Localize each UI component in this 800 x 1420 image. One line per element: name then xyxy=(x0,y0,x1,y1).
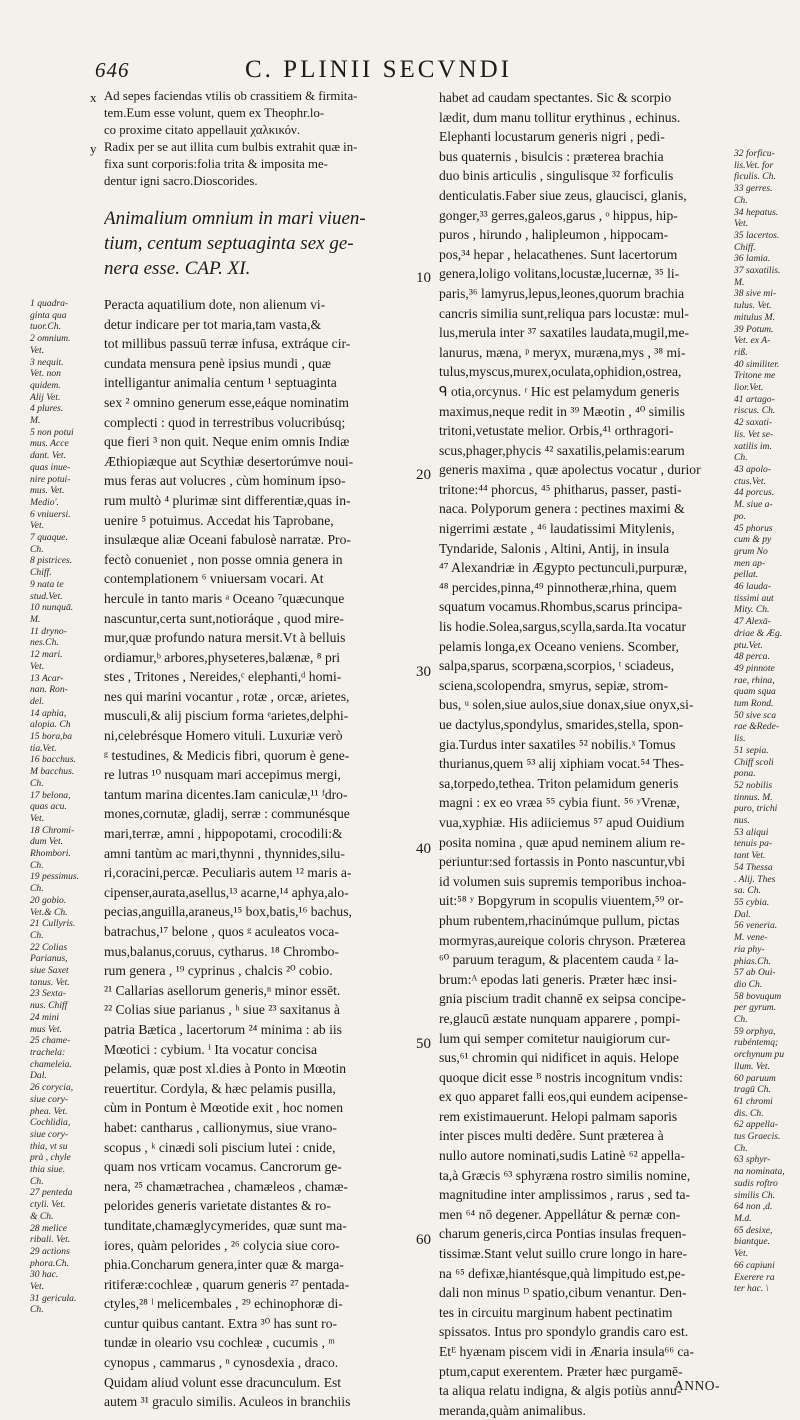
text-line: tritoni,vetustate melior. Orbis,⁴¹ orthragori- xyxy=(439,423,674,439)
left-column xyxy=(90,88,426,1412)
text-line: gonger,³³ gerres,galeos,garus , ᵒ hippus, hip- xyxy=(439,207,678,223)
chapter-heading-line: tium, centum septuaginta sex ge- xyxy=(104,233,354,254)
footnote-key: x xyxy=(90,90,97,105)
text-line: musculi,& alij piscium forma ᵉarietes,delphi- xyxy=(104,708,349,724)
footnote-line: dentur igni sacro.Dioscorides. xyxy=(104,174,258,188)
text-line: ²² Colias siue parianus , ʰ siue ²³ saxitanus à xyxy=(104,1002,340,1018)
text-line: Elephanti locustarum generis nigri , pedi- xyxy=(439,129,665,145)
text-line: ritiferæ:cochleæ , quarum generis ²⁷ pentada- xyxy=(104,1276,350,1292)
text-line: mari,terræ, amni , hippopotami, crocodili:& xyxy=(104,826,343,842)
text-line: ex quo apparet falli eos,qui eundem acipense- xyxy=(439,1089,688,1105)
text-line: Peracta aquatilium dote, non alienum vi- xyxy=(104,297,326,312)
text-line: phia.Concharum genera,inter quæ & marga- xyxy=(104,1257,344,1273)
text-line: rum genera , ¹⁹ cyprinus , chalcis ²⁰ cobio. xyxy=(104,963,333,979)
right-column xyxy=(439,88,731,1420)
text-line: nes qui marini vocantur , rotæ , orcæ, arietes, xyxy=(104,688,350,704)
text-line: tulus,myscus,murex,oculata,ophidion,ostrea, xyxy=(439,364,682,380)
footnote-line: Radix per se aut illita cum bulbis extrahit quæ in- xyxy=(104,140,358,154)
text-line: magni : ex eo vræa ⁵⁵ cybia fiunt. ⁵⁶ ʸVrenæ, xyxy=(439,795,680,811)
text-line: thurianus,quem ⁵³ alij xiphiam vocat.⁵⁴ Thes- xyxy=(439,756,684,772)
text-line: salpa,sparus, scorpæna,scorpios, ᵗ sciadeus, xyxy=(439,658,675,674)
line-number: 20 xyxy=(416,467,431,483)
text-line: amni tantùm ac mari,thynni , thynnides,silu- xyxy=(104,845,345,861)
left-body-text xyxy=(104,295,426,1412)
text-line: pelorides generis varietate distantes & ro- xyxy=(104,1198,331,1214)
text-line: ta,à Græcis ⁶³ sphyræna rostro similis nomine, xyxy=(439,1167,691,1183)
text-line: lanurus, mæna, ᵖ meryx, muræna,mys , ³⁸ mi- xyxy=(439,344,686,360)
text-line: squatum vocamus.Rhombus,scarus principa- xyxy=(439,599,683,615)
text-line: dali non minus ᴰ spatio,cibum venantur. Den- xyxy=(439,1285,687,1301)
text-line: pos,³⁴ hepar , helacathenes. Sunt lacertorum xyxy=(439,246,678,262)
text-line: ctyles,²⁸ ˡ melicembales , ²⁹ echinophoræ di- xyxy=(104,1296,343,1312)
right-body-text xyxy=(439,88,731,1420)
text-line: ᵍ testudines, & Medicis fibri, quorum è gene- xyxy=(104,747,350,763)
footnote-x xyxy=(90,88,426,139)
text-line: hercule in tanto maris ᵃ Oceano ⁷quæcunque xyxy=(104,590,345,606)
text-line: duo binis articulis , singulisque ³² forficulis xyxy=(439,168,674,184)
text-line: denticulatis.Faber siue zeus, glaucisci, glanis, xyxy=(439,187,687,203)
text-line: tundæ in oleario vsu cochleæ , cucumis , ᵐ xyxy=(104,1335,335,1351)
footnote-y xyxy=(90,139,426,190)
text-line: vua,xyphiæ. His adiiciemus ⁵⁷ apud Ouidium xyxy=(439,814,685,830)
right-margin-notes: 32 forficu- lis.Vet. for ficulis. Ch. 33 gerres. Ch. 34 hepatus. Vet. 35 lacertos. Chiff. 36 lamia. 37 saxatilis. M. 38 sive mi- tulus. Vet. mitulus M. 39 Potum. Vet. ex A- riß. 40 similiter. Tritone me lior.Vet. 41 artago- riscus. Ch. 42 saxati- lis. Vet se- xatilis im. Ch. 43 apolo- ctus.Vet. 44 porcus. M. siue a- po. 45 phorus cum & py grum No men ap- pellat. 46 lauda- tissimi aut Mity. Ch. 47 Alexā- driae & Æg. ptu.Vet. 48 perca. 49 pinnote rae, rhina, quam squa tum Rond. 50 sive sca rae &Rede- lis. 51 sepia. Chiff scoli pona. 52 nobilis tinnus. M. puro, trichi nus. 53 aliqui tenuis pa- tant Vet. 54 Thessa . Alij. Thes sa. Ch. 55 cybia. Dal. 56 veneria. M. vene- ria phy- phias.Ch. 57 ab Oui- dio Ch. 58 bovuqum per gyrum. Ch. 59 orphya, rubéntemq; orchynum pu llum. Vet. 60 paruum tragū Ch. 61 chromi dis. Ch. 62 appella- tus Graecis. Ch. 63 sphyr- na nominata, sudis roftro similis Ch. 64 non ,d. M.d. 65 desixe, biantque. Vet. 66 capiuni Exerere ra ter hac. \ xyxy=(734,148,785,1295)
line-number: 50 xyxy=(416,1036,431,1052)
text-line: paris,³⁶ lamyrus,lepus,leones,quorum brachia xyxy=(439,285,685,301)
text-line: bus quaternis , bisulcis : præterea brachia xyxy=(439,148,664,164)
text-line: tot millibus passuū terræ infusa, extráque cir- xyxy=(104,336,351,352)
text-line: detur indicare per tot maria,tam vasta,& xyxy=(104,316,322,332)
text-line: sex ² omnino generum esse,eáque nominatim xyxy=(104,394,349,410)
text-line: charum generis,circa Pontias insulas frequen- xyxy=(439,1226,687,1242)
text-line: sus,⁶¹ chromin qui nidificet in aquis. Helope xyxy=(439,1050,679,1066)
text-line: stes , Tritones , Nereides,ᶜ elephanti,ᵈ homi- xyxy=(104,669,342,685)
page-number: 646 xyxy=(95,58,130,82)
text-line: re lutras ¹⁰ nusquam mari accepimus mergi, xyxy=(104,767,341,783)
text-line: pecias,anguilla,araneus,¹⁵ box,batis,¹⁶ bachus, xyxy=(104,904,352,920)
text-line: ue dactylus,spondylus, smarides,stella, spon- xyxy=(439,717,684,732)
text-line: tritone:⁴⁴ phorcus, ⁴⁵ phitharus, passer, pasti- xyxy=(439,481,682,497)
text-line: ta aliqua relatu indigna, & algis potiùs annu- xyxy=(439,1383,682,1399)
text-line: spissatos. Intus pro spondylo grandis caro est. xyxy=(439,1324,689,1340)
line-number: 30 xyxy=(416,664,431,680)
text-line: cancris similia sunt,reliqua pars locustæ: mul- xyxy=(439,305,689,321)
catchword: ANNO- xyxy=(674,1378,720,1393)
text-line: mus,balanus,coruus, cytharus. ¹⁸ Chrombo- xyxy=(104,943,339,959)
text-line: uenire ⁵ potuimus. Accedat his Taprobane, xyxy=(104,512,334,528)
text-line: nera, ²⁵ chamætrachea , chamæleos , chamæ- xyxy=(104,1178,348,1194)
footnote-key: y xyxy=(90,141,97,156)
text-line: rem existimauerunt. Helopi palmam saporis xyxy=(439,1108,678,1124)
text-line: quoque dicit esse ᴮ nostris incognitum vndis: xyxy=(439,1069,683,1085)
page-header xyxy=(95,58,735,88)
text-line: gia.Turdus inter saxatiles ⁵² nobilis.ˣ Tomus xyxy=(439,736,676,752)
text-line: autem ³¹ graculo similis. Aculeos in branchiis xyxy=(104,1394,351,1410)
text-line: id volumen suis supremis temporibus inchoa- xyxy=(439,873,687,889)
text-line: patria Bætica , lacertorum ²⁴ minima : ab iis xyxy=(104,1021,342,1037)
text-line: reuertitur. Cordyla, & hæc pelamis pusilla, xyxy=(104,1080,336,1096)
footnote-line: Ad sepes faciendas vtilis ob crassitiem & firmita- xyxy=(104,89,358,103)
text-line: habet ad caudam spectantes. Sic & scorpio xyxy=(439,90,672,105)
text-line: genera,loligo volitans,locustæ,lucernæ, ³⁵ li- xyxy=(439,266,680,282)
text-line: naca. Polyporum genera : pectines maximi & xyxy=(439,501,685,517)
text-line: lædit, dum manu tollitur erythinus , echinus. xyxy=(439,109,681,125)
text-line: nullo autore nominati,sudis Latinè ⁶² appella- xyxy=(439,1148,685,1164)
text-line: puros , hirundo , halipleumon , hippocam- xyxy=(439,227,669,243)
footnote-line: fixa sunt corporis:folia trita & imposita me- xyxy=(104,157,328,171)
line-number: 60 xyxy=(416,1232,431,1248)
text-line: mones,cornutæ, gladij, serræ : communésque xyxy=(104,806,350,822)
text-line: ri,coracini,percæ. Peculiaris autem ¹² maris a- xyxy=(104,865,352,881)
text-line: bus, ᵘ solen,siue aulos,siue donax,siue onyx,si- xyxy=(439,697,694,713)
text-line: nascuntur,certa sunt,notioráque , quod mire- xyxy=(104,610,344,626)
text-line: mormyras,aureique coloris chryson. Præterea xyxy=(439,932,686,948)
text-line: scus,phager,phycis ⁴² saxatilis,pelamis:earum xyxy=(439,442,685,458)
text-line: Etᴱ hyænam piscem vidi in Ænaria insula⁶⁶ ca- xyxy=(439,1344,694,1359)
text-line: rum multò ⁴ plurimæ sint differentiæ,quas in- xyxy=(104,492,351,508)
footnote-line: tem.Eum esse volunt, quem ex Theophr.lo- xyxy=(104,106,325,120)
text-line: tunditate,chamæglycymerides, quæ sunt ma- xyxy=(104,1217,347,1233)
text-line: na ⁶⁵ defixæ,hiantésque,quà limpitudo est,pe- xyxy=(439,1265,686,1281)
text-line: cùm in Pontum è Mœotide exit , hoc nomen xyxy=(104,1100,343,1116)
text-line: que fieri ³ non quit. Neque enim omnis Indiæ xyxy=(104,434,350,450)
text-line: intelligantur animalia centum ¹ septuaginta xyxy=(104,375,337,391)
text-line: periuntur:sed fortassis in Ponto nascuntur,vbi xyxy=(439,854,686,870)
text-line: lis hodie.Solea,sargus,scylla,sarda.Ita vocatur xyxy=(439,619,687,635)
text-line: generis maxima , quæ apolectus vocatur , durior xyxy=(439,462,701,478)
chapter-heading-line: Animalium omnium in mari viuen- xyxy=(104,208,366,229)
text-line: batrachus,¹⁷ belone , quos ᵍ aculeatos voca- xyxy=(104,924,339,939)
text-line: insulæque aliæ Oceani fabulosè narratæ. Pro- xyxy=(104,532,351,548)
text-line: cipenser,aurata,asellus,¹³ acarne,¹⁴ aphya,alo- xyxy=(104,884,349,900)
line-number: 40 xyxy=(416,841,431,857)
text-line: cuntur quibus cantant. Extra ³⁰ has sunt ro- xyxy=(104,1315,338,1331)
text-line: gnia piscium tradit channē ex seipsa concipe- xyxy=(439,991,686,1007)
running-head: C. PLINII SECVNDI xyxy=(245,56,512,83)
text-line: ²¹ Callarias asellorum generis,ⁿ minor essēt. xyxy=(104,982,341,998)
text-line: Mœotici : cybium. ⁱ Ita vocatur concisa xyxy=(104,1041,317,1057)
chapter-heading-line: nera esse. CAP. XI. xyxy=(104,258,251,279)
text-line: sa,torpedo,tethea. Triton pelamidum generis xyxy=(439,775,679,791)
left-margin-notes: 1 quadra- ginta qua tuor.Ch. 2 omnium. Vet. 3 nequit. Vet. non quidem. Alij Vet. 4 plures. M. 5 non potui mus. Acce dant. Vet. quas inue- nire potui- mus. Vet. Medio'. 6 vniuersi. Vet. 7 quaque. Ch. 8 pistrices. Chiff. 9 nata te stud.Vet. 10 nunquā. M. 11 dryno- nes.Ch. 12 mari. Vet. 13 Acar- nan. Ron- del. 14 aphia, alopia. Ch 15 bora,ba tia.Vet. 16 bacchus. M bacchus. Ch. 17 belona, quas acu. Vet. 18 Chromi- dum Vet. Rhombori. Ch. 19 pessimus. Ch. 20 gobio. Vet.& Ch. 21 Cullyris. Ch. 22 Colias Parianus, siue Saxet tanus. Vet. 23 Sexta- nus. Chiff 24 mini mus Vet. 25 chame- trachela: chameleia. Dal. 26 corycia, siue cory- phea. Vet. Cochlidia, siue cory- thia, vt su prà , chyle thia siue. Ch. 27 penteda ctyli. Vet. & Ch. 28 melice ribali. Vet. 29 actions phora.Ch. 30 hac. Vet. 31 gericula. Ch. xyxy=(30,298,80,1316)
text-line: re,glaucū æstate nunquam apparere , pompi- xyxy=(439,1010,681,1026)
text-line: Tyndaride, Salonis , Altini, Antij, in insula xyxy=(439,540,670,556)
text-line: cundata mensura penè ipsius mundi , quæ xyxy=(104,355,331,371)
chapter-heading xyxy=(104,206,426,281)
text-line: phum rubentem,rhacinúmque pullum, pictas xyxy=(439,912,680,928)
text-line: tantum marina dicentes.Iam caniculæ,¹¹ ᶠdro- xyxy=(104,786,348,802)
text-line: nigerrimi æstate , ⁴⁶ laudatissimi Mitylenis, xyxy=(439,521,675,537)
text-line: pelamis, quæ post xl.dies à Ponto in Mœotin xyxy=(104,1061,347,1077)
text-line: maximus,neque redit in ³⁹ Mæotin , ⁴⁰ similis xyxy=(439,403,685,419)
text-line: ordiamur,ᵇ arbores,physeteres,balænæ, ⁸ pri xyxy=(104,649,341,665)
text-line: inter pisces multi dedêre. Sunt præterea à xyxy=(439,1128,664,1144)
text-line: mur,quæ profundo natura mersit.Vt à belluis xyxy=(104,630,346,646)
text-line: lum qui semper comitetur nauigiorum cur- xyxy=(439,1030,671,1046)
text-line: ⁴⁸ percides,pinna,⁴⁹ pinnotheræ,rhina, quem xyxy=(439,579,677,595)
text-line: ptum,caput exerentem. Præter hæc purgamē- xyxy=(439,1363,683,1379)
text-line: tissimæ.Stant velut suillo crure longo in hare- xyxy=(439,1246,688,1262)
line-number: 10 xyxy=(416,270,431,286)
text-line: uit:⁵⁸ ʸ Bopgyrum in scopulis viuentem,⁵⁹ or- xyxy=(439,893,684,909)
text-line: quam nos vrticam vocamus. Cancrorum ge- xyxy=(104,1159,342,1175)
text-line: ⁶⁰ paruum teragum, & placentem cauda ᶻ la- xyxy=(439,952,679,968)
text-line: ᑫ otia,orcynus. ʳ Hic est pelamydum generis xyxy=(439,383,680,399)
text-line: magnitudine inter amplissimos , rarus , sed ta- xyxy=(439,1187,691,1203)
text-line: ⁴⁷ Alexandriæ in Ægypto pectunculi,purpuræ, xyxy=(439,560,688,576)
text-line: habet: cantharus , callionymus, siue vrano- xyxy=(104,1119,337,1135)
text-line: meranda,quàm animalibus. xyxy=(439,1402,586,1418)
text-line: iores, quàm pelorides , ²⁶ colycia siue coro- xyxy=(104,1237,340,1253)
text-line: posita nomina , quæ apud neminem alium re- xyxy=(439,834,686,850)
text-line: fectò conueniet , non posse omnia genera in xyxy=(104,551,343,567)
text-line: cynopus , cammarus , ⁿ cynosdexia , draco. xyxy=(104,1355,339,1371)
text-line: complecti : quod in terrestribus volucribúsq; xyxy=(104,414,346,430)
text-line: sciena,scolopendra, smyrus, sepiæ, strom- xyxy=(439,677,669,693)
text-line: mus feras aut volucres , cùm hominum ipso- xyxy=(104,473,346,489)
text-line: men ⁶⁴ nō degener. Appellátur & pernæ con- xyxy=(439,1206,681,1222)
text-line: lus,merula inter ³⁷ saxatiles laudata,mugil,me- xyxy=(439,325,690,341)
text-line: pelamis longa,ex Oceano veniens. Scomber, xyxy=(439,638,679,654)
text-line: brum:ᴬ epodas lati generis. Præter hæc insi- xyxy=(439,971,677,987)
text-line: contemplationem ⁶ vniuersam vocari. At xyxy=(104,571,324,587)
text-line: Quidam aliud volunt esse dracunculum. Est xyxy=(104,1374,342,1390)
text-line: Æthiopiæque aut Scythiæ desertorúmve noui- xyxy=(104,453,354,469)
text-line: ni,celebrésque Homero vituli. Luxuriæ verò xyxy=(104,728,343,744)
footnote-line: co proxime citato appellauit χαλκικόν. xyxy=(104,123,301,137)
text-line: tes in circuitu marginum habent pectinatim xyxy=(439,1304,673,1320)
text-line: scopus , ᵏ cinædi soli piscium lutei : cnide, xyxy=(104,1139,336,1155)
